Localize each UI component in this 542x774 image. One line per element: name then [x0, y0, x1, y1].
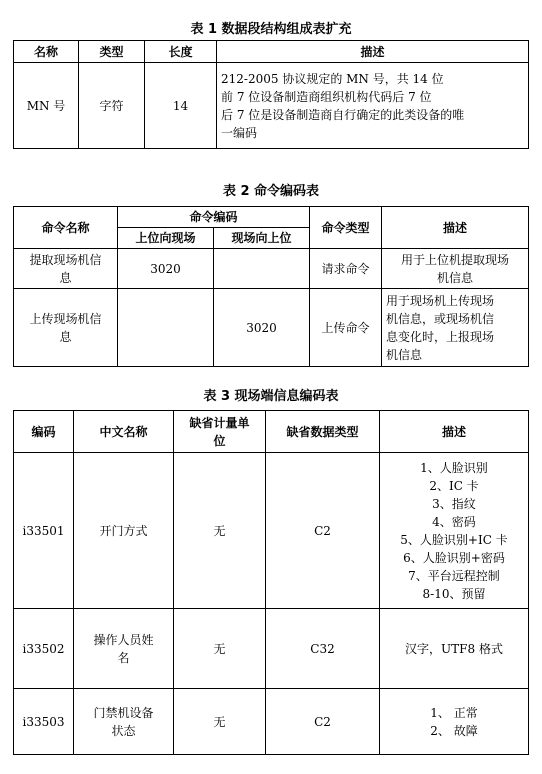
table3-cell-code: i33502: [14, 609, 74, 689]
table-row: [14, 289, 529, 367]
header-line: 缺省计量单: [189, 415, 250, 430]
table3-cell-dtype: C32: [266, 609, 380, 689]
table-row: [14, 689, 529, 755]
name-line: 门禁机设备: [93, 705, 154, 720]
table3-cell-code: i33503: [14, 689, 74, 755]
table1-cell-name: MN 号: [14, 63, 79, 149]
table2-header-code: 命令编码: [118, 207, 310, 228]
desc-line: 前 7 位设备制造商组织机构代码后 7 位: [221, 89, 432, 104]
name-line: 操作人员姓: [93, 632, 154, 647]
table2-cell-type: 请求命令: [310, 249, 382, 289]
name-line: 开门方式: [99, 523, 148, 538]
name-line: 息: [59, 329, 72, 344]
table1-cell-length: 14: [145, 63, 217, 149]
table3-cell-cn-name: [74, 453, 174, 609]
table3-header-dtype: 缺省数据类型: [266, 411, 380, 453]
desc-line: 汉字，UTF8 格式: [405, 641, 503, 656]
table1-header-type: 类型: [79, 41, 145, 63]
desc-line: 用于现场机上传现场: [386, 293, 495, 308]
table1-header-name: 名称: [14, 41, 79, 63]
desc-line: 机信息: [437, 270, 474, 285]
table2-header-type: 命令类型: [310, 207, 382, 249]
table1-header-length: 长度: [145, 41, 217, 63]
desc-line: 后 7 位是设备制造商自行确定的此类设备的唯: [221, 107, 465, 122]
table1-cell-type: 字符: [79, 63, 145, 149]
table2-cell-name: [14, 289, 118, 367]
table1-header-desc: 描述: [217, 41, 529, 63]
table1-caption: 表 1 数据段结构组成表扩充: [190, 22, 352, 37]
table3-header-unit: [174, 411, 266, 453]
desc-line: 7、平台远程控制: [408, 568, 500, 583]
table3-header-code: 编码: [14, 411, 74, 453]
desc-line: 一编码: [221, 125, 258, 140]
name-line: 息: [59, 270, 72, 285]
desc-line: 4、密码: [432, 514, 476, 529]
table3-cell-desc: [380, 609, 529, 689]
table1-cell-desc: [217, 63, 529, 149]
table3-cell-code: i33501: [14, 453, 74, 609]
desc-line: 用于上位机提取现场: [401, 252, 510, 267]
table3-cell-dtype: C2: [266, 689, 380, 755]
name-line: 状态: [111, 723, 136, 738]
table2-cell-up-to-site: [118, 289, 214, 367]
table3-cell-cn-name: [74, 689, 174, 755]
header-line: 位: [213, 433, 226, 448]
desc-line: 息变化时，上报现场: [386, 329, 495, 344]
table2-cell-desc: [382, 289, 529, 367]
table3: [13, 410, 529, 755]
desc-line: 机信息: [386, 347, 423, 362]
table2-header-up-to-site: 上位向现场: [118, 228, 214, 249]
table2-cell-up-to-site: 3020: [118, 249, 214, 289]
table2-cell-name: [14, 249, 118, 289]
table2-header-desc: 描述: [382, 207, 529, 249]
desc-line: 6、人脸识别+密码: [403, 550, 505, 565]
desc-line: 机信息，或现场机信: [386, 311, 495, 326]
desc-line: 1、人脸识别: [420, 460, 488, 475]
table1: [13, 40, 529, 149]
table3-cell-cn-name: [74, 609, 174, 689]
table2-header-site-to-up: 现场向上位: [214, 228, 310, 249]
table-row: [14, 453, 529, 609]
desc-line: 8-10、预留: [422, 586, 486, 601]
table-row: [14, 609, 529, 689]
table3-header-desc: 描述: [380, 411, 529, 453]
table3-header-cn-name: 中文名称: [74, 411, 174, 453]
table2-cell-type: 上传命令: [310, 289, 382, 367]
table3-cell-desc: [380, 453, 529, 609]
table2-cell-desc: [382, 249, 529, 289]
desc-line: 212-2005 协议规定的 MN 号，共 14 位: [221, 71, 444, 86]
table3-cell-unit: 无: [174, 689, 266, 755]
table3-cell-dtype: C2: [266, 453, 380, 609]
desc-line: 3、指纹: [432, 496, 476, 511]
table2-cell-site-to-up: 3020: [214, 289, 310, 367]
table3-cell-unit: 无: [174, 453, 266, 609]
table-row: [14, 249, 529, 289]
table2-cell-site-to-up: [214, 249, 310, 289]
table2: [13, 206, 529, 367]
desc-line: 2、 故障: [430, 723, 478, 738]
table3-caption: 表 3 现场端信息编码表: [203, 389, 339, 404]
name-line: 上传现场机信: [29, 311, 102, 326]
name-line: 提取现场机信: [29, 252, 102, 267]
name-line: 名: [117, 650, 130, 665]
table3-cell-unit: 无: [174, 609, 266, 689]
table2-caption: 表 2 命令编码表: [222, 184, 320, 199]
table2-header-name: 命令名称: [14, 207, 118, 249]
table3-cell-desc: [380, 689, 529, 755]
desc-line: 2、IC 卡: [429, 478, 479, 493]
desc-line: 5、人脸识别+IC 卡: [400, 532, 508, 547]
desc-line: 1、 正常: [430, 705, 478, 720]
